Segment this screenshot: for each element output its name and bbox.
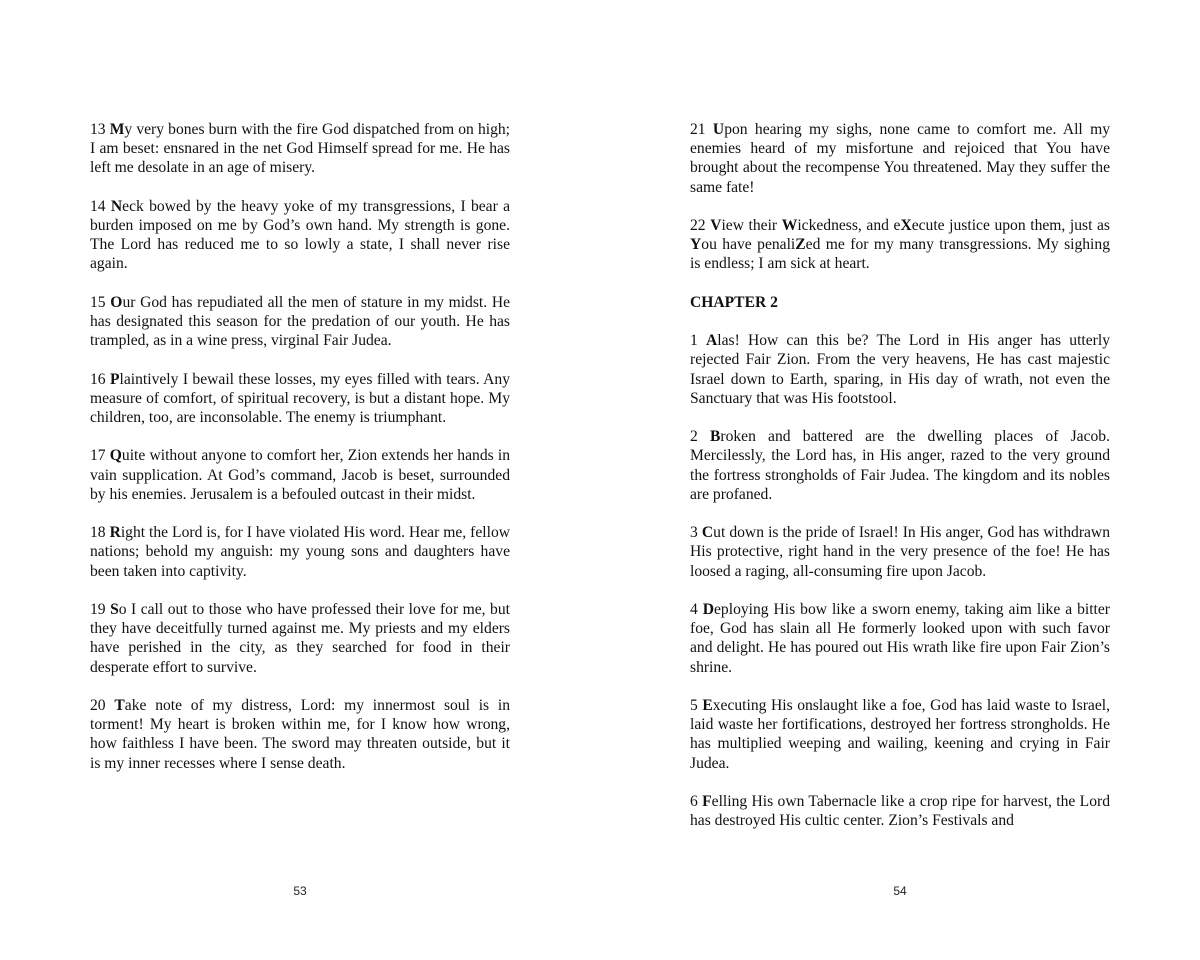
verse-paragraph — [690, 696, 1110, 773]
verse-initial-letter: Y — [690, 236, 702, 254]
right-page-text — [690, 120, 1110, 850]
verse-paragraph — [690, 600, 1110, 677]
verse-text: o I call out to those who have professed their love for me, but they have deceitfully turned against me. My priests and my elders have perished in the city, as they searched for food in their desperate effort to survive. — [90, 600, 510, 676]
verse-initial-letter: M — [109, 121, 125, 138]
verse-text: 16 — [90, 370, 110, 388]
verse-initial-letter: A — [705, 332, 718, 350]
verse-text: 5 — [690, 696, 703, 714]
verse-initial-letter: S — [110, 600, 119, 618]
verse-paragraph — [90, 293, 510, 351]
verse-text: 15 — [90, 293, 111, 311]
verse-initial-letter: P — [110, 370, 120, 388]
verse-text: las! How can this be? The Lord in His anger has utterly rejected Fair Zion. From the very heavens, He has cast majestic Israel down to Earth, sparing, in His day of wrath, not even the Sanctuary that was His footstool. — [690, 332, 1110, 407]
verse-initial-letter: O — [110, 293, 123, 311]
verse-text: 19 — [90, 600, 111, 618]
verse-initial-letter: D — [702, 600, 715, 618]
verse-text: laintively I bewail these losses, my eyes filled with tears. Any measure of comfort, of spiritual recovery, is but a distant hope. My children, too, are inconsolable. The enemy is triumphant. — [90, 370, 510, 426]
right-page-number: 54 — [893, 884, 907, 898]
verse-initial-letter: W — [781, 217, 798, 234]
left-page-text — [90, 120, 510, 792]
verse-text: 21 — [690, 121, 713, 138]
verse-text: roken and battered are the dwelling places of Jacob. Mercilessly, the Lord has, in His anger, razed to the very ground the fortress strongholds of Fair Judea. The kingdom and its nobles are profaned. — [690, 428, 1110, 503]
verse-text: ecute justice upon them, just as — [911, 217, 1110, 234]
verse-text: 2 — [690, 428, 710, 446]
verse-text: ickedness, and e — [797, 217, 901, 234]
verse-initial-letter: E — [702, 696, 713, 714]
verse-paragraph — [690, 427, 1110, 504]
chapter-heading: CHAPTER 2 — [690, 293, 778, 311]
verse-initial-letter: T — [114, 696, 125, 714]
verse-text: 17 — [90, 447, 110, 465]
verse-paragraph — [690, 216, 1110, 274]
right-verses-after — [690, 331, 1110, 830]
verse-text: 22 — [690, 217, 711, 234]
verse-paragraph — [90, 600, 510, 677]
verse-initial-letter: F — [702, 792, 712, 810]
left-page-number: 53 — [293, 884, 307, 898]
verse-text: iew their — [721, 217, 782, 234]
verse-text: xecuting His onslaught like a foe, God has laid waste to Israel, laid waste her fortifications, destroyed her fortress strongholds. He has multiplied weeping and wailing, keening and crying in Fair Judea. — [690, 696, 1110, 772]
verse-paragraph — [690, 792, 1110, 830]
verse-paragraph — [90, 197, 510, 274]
verse-text: ake note of my distress, Lord: my innermost soul is in torment! My heart is broken within me, for I know how wrong, how faithless I have been. The sword may threaten outside, but it is my inner recesses where I sense death. — [90, 696, 511, 772]
verse-initial-letter: Z — [795, 236, 806, 254]
verse-text: ut down is the pride of Israel! In His anger, God has withdrawn His protective, right hand in the very presence of the foe! He has loosed a raging, all-consuming fire upon Jacob. — [690, 524, 1110, 580]
verse-paragraph — [690, 331, 1110, 408]
verse-paragraph — [90, 120, 510, 178]
verse-text: elling His own Tabernacle like a crop ripe for harvest, the Lord has destroyed His cultic center. Zion’s Festivals and — [690, 792, 1110, 830]
verse-text: 18 — [90, 524, 110, 542]
verse-text: 14 — [90, 197, 111, 215]
verse-paragraph — [90, 446, 510, 504]
verse-text: pon hearing my sighs, none came to comfort me. All my enemies heard of my misfortune and rejoiced that You have brought about the recompense You threatened. May they suffer the same fate! — [690, 121, 1110, 196]
verse-text: eck bowed by the heavy yoke of my transgressions, I bear a burden imposed on me by God’s own hand. My strength is gone. The Lord has reduced me to so lowly a state, I shall never rise again. — [90, 197, 510, 273]
verse-paragraph — [90, 370, 510, 428]
verse-initial-letter: U — [712, 121, 725, 138]
verse-initial-letter: V — [710, 217, 722, 234]
verse-text: ur God has repudiated all the men of stature in my midst. He has designated this season for the predation of our youth. He has trampled, as in a wine press, virginal Fair Judea. — [90, 293, 510, 350]
verse-text: ed me for my many transgressions. My sighing is endless; I am sick at heart. — [690, 236, 1110, 273]
verse-text: 6 — [690, 792, 703, 810]
verse-text: 1 — [690, 332, 706, 350]
verse-text: 20 — [90, 696, 115, 714]
verse-paragraph — [690, 523, 1110, 581]
verse-paragraph — [90, 696, 510, 773]
verse-paragraph — [690, 120, 1110, 197]
verse-text: uite without anyone to comfort her, Zion extends her hands in vain supplication. At God’s command, Jacob is beset, surrounded by his enemies. Jerusalem is a befouled outcast in their midst. — [90, 447, 510, 503]
verse-initial-letter: C — [701, 524, 714, 542]
right-page — [600, 0, 1200, 960]
verse-text: 13 — [90, 121, 110, 138]
verse-text: y very bones burn with the fire God dispatched from on high; I am beset: ensnared in the net God Himself spread for me. He has left me desolate in an age of misery. — [90, 121, 510, 177]
verse-initial-letter: N — [110, 197, 123, 215]
verse-initial-letter: X — [900, 217, 912, 234]
verse-paragraph — [90, 523, 510, 581]
verse-initial-letter: Q — [109, 447, 122, 465]
verse-text: eploying His bow like a sworn enemy, taking aim like a bitter foe, God has slain all He formerly looked upon with such favor and delight. He has poured out His wrath like fire upon Fair Zion’s shrine. — [690, 600, 1110, 676]
right-verses-before — [690, 120, 1110, 274]
verse-initial-letter: B — [709, 428, 721, 446]
verse-text: 4 — [690, 600, 703, 618]
verse-initial-letter: R — [109, 524, 121, 542]
verse-text: ou have penali — [701, 236, 796, 254]
verse-text: 3 — [690, 524, 702, 542]
verse-text: ight the Lord is, for I have violated His word. Hear me, fellow nations; behold my anguish: my young sons and daughters have been taken into captivity. — [90, 524, 510, 580]
